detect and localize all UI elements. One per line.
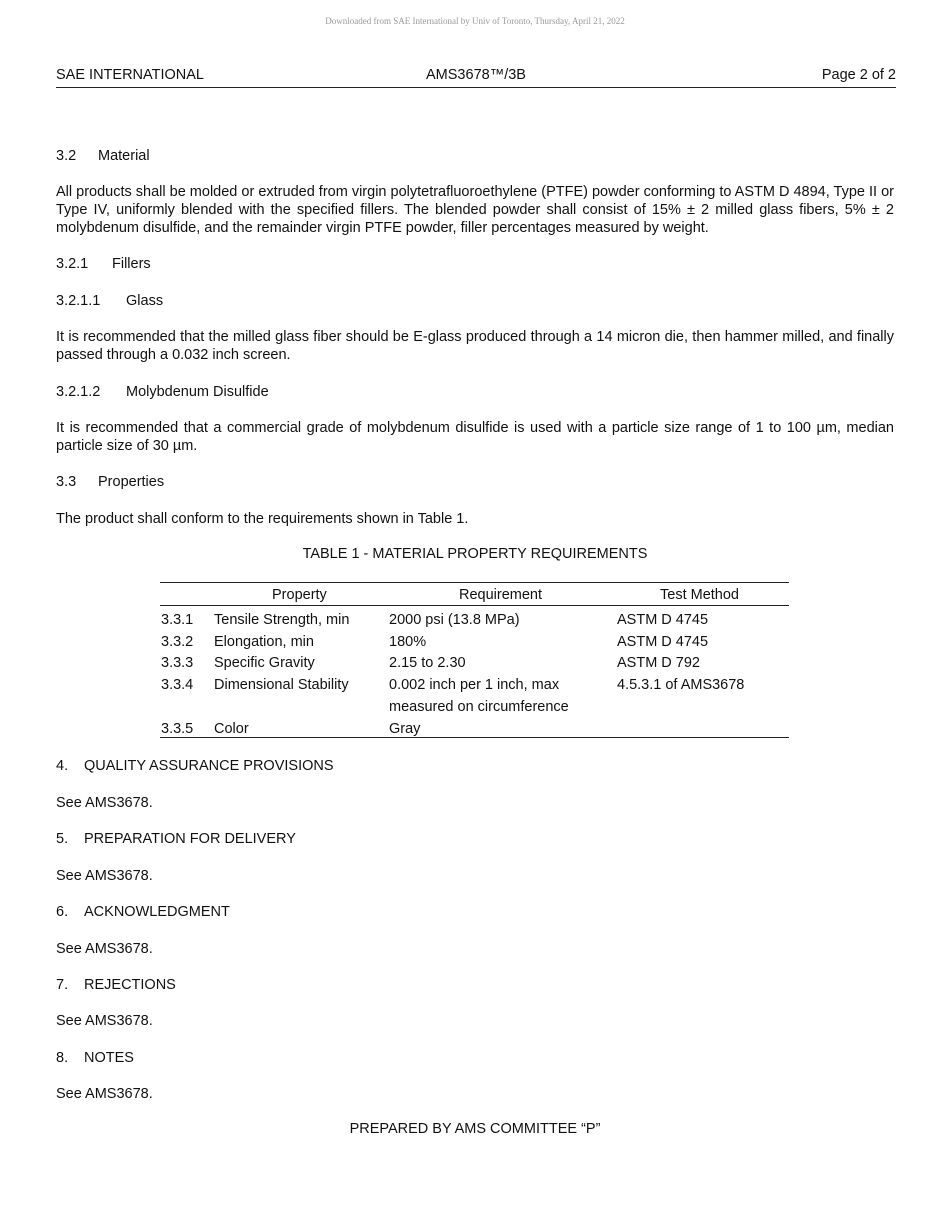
section-title: ACKNOWLEDGMENT (84, 904, 230, 920)
table-cell-requirement: Gray (389, 721, 421, 737)
table-cell-requirement: 2000 psi (13.8 MPa) (389, 612, 520, 628)
table-cell-property: Dimensional Stability (214, 677, 349, 693)
header-page-number: Page 2 of 2 (821, 67, 896, 83)
table-header-test-method: Test Method (660, 587, 739, 603)
table-cell-num: 3.3.1 (161, 612, 194, 628)
download-watermark: Downloaded from SAE International by Univ of Toronto, Thursday, April 21, 2022 (325, 16, 625, 26)
section-heading-6 (56, 903, 230, 921)
section-title: Fillers (112, 256, 151, 272)
section-number: 4. (56, 758, 69, 774)
section-body-3-2-1-1: It is recommended that the milled glass fiber should be E-glass produced through a 14 micron die, then hammer milled, and finally passed through a 0.032 inch screen. (56, 329, 894, 363)
section-heading-3-2 (56, 147, 150, 165)
section-body-4: See AMS3678. (56, 795, 153, 811)
section-body-6: See AMS3678. (56, 941, 153, 957)
table-cell-num: 3.3.3 (161, 655, 194, 671)
prepared-by-committee: PREPARED BY AMS COMMITTEE “P” (349, 1121, 601, 1137)
section-heading-3-2-1-1 (56, 292, 163, 310)
section-heading-5 (56, 830, 296, 848)
header-document-id: AMS3678™/3B (426, 67, 526, 83)
section-body-3-3: The product shall conform to the requirements shown in Table 1. (56, 511, 469, 527)
section-title: Properties (98, 474, 165, 490)
section-number: 3.2.1.1 (56, 293, 101, 309)
section-number: 3.3 (56, 474, 77, 490)
table-cell-num: 3.3.4 (161, 677, 194, 693)
table-cell-num: 3.3.5 (161, 721, 194, 737)
section-number: 5. (56, 831, 69, 847)
section-number: 3.2.1 (56, 256, 89, 272)
section-body-3-2-1-2: It is recommended that a commercial grade of molybdenum disulfide is used with a particle size range of 1 to 100 µm, median particle size of 30 µm. (56, 420, 894, 454)
section-heading-8 (56, 1049, 134, 1067)
section-body-7: See AMS3678. (56, 1013, 153, 1029)
table-cell-method: ASTM D 4745 (617, 634, 709, 650)
table-cell-method: ASTM D 4745 (617, 612, 709, 628)
table-cell-method: 4.5.3.1 of AMS3678 (617, 677, 745, 693)
table-cell-property: Tensile Strength, min (214, 612, 350, 628)
section-number: 3.2.1.2 (56, 384, 101, 400)
table-cell-method: ASTM D 792 (617, 655, 700, 671)
section-body-8: See AMS3678. (56, 1086, 153, 1102)
section-number: 3.2 (56, 148, 77, 164)
header-organization: SAE INTERNATIONAL (56, 67, 204, 83)
table-cell-property: Color (214, 721, 249, 737)
table-cell-requirement: 2.15 to 2.30 (389, 655, 466, 671)
table-cell-requirement: 180% (389, 634, 427, 650)
table-header-rule (160, 605, 789, 606)
table-cell-requirement: 0.002 inch per 1 inch, max (389, 677, 560, 693)
section-heading-7 (56, 976, 176, 994)
table-cell-property: Elongation, min (214, 634, 314, 650)
section-heading-3-2-1 (56, 255, 151, 273)
section-heading-3-2-1-2 (56, 383, 269, 401)
section-title: Glass (126, 293, 164, 309)
section-number: 7. (56, 977, 69, 993)
section-title: QUALITY ASSURANCE PROVISIONS (84, 758, 334, 774)
section-title: REJECTIONS (84, 977, 176, 993)
section-title: NOTES (84, 1050, 134, 1066)
section-title: Molybdenum Disulfide (126, 384, 269, 400)
table-cell-requirement-continued: measured on circumference (389, 699, 569, 715)
table-cell-num: 3.3.2 (161, 634, 194, 650)
table-bottom-rule (160, 737, 789, 738)
section-body-3-2: All products shall be molded or extruded from virgin polytetrafluoroethylene (PTFE) powder conforming to ASTM D 4894, Type II or Type IV, uniformly blended with the specified fillers. The blended powder shall consist of 15% ± 2 milled glass fibers, 5% ± 2 molybdenum disulfide, and the remainder virgin PTFE powder, filler percentages measured by weight. (56, 184, 894, 236)
table-top-rule (160, 582, 789, 583)
section-heading-3-3 (56, 473, 164, 491)
section-body-5: See AMS3678. (56, 868, 153, 884)
section-title: Material (98, 148, 150, 164)
section-title: PREPARATION FOR DELIVERY (84, 831, 296, 847)
section-number: 8. (56, 1050, 69, 1066)
section-heading-4 (56, 757, 334, 775)
table-header-requirement: Requirement (459, 587, 543, 603)
table-header-property: Property (272, 587, 327, 603)
table-cell-property: Specific Gravity (214, 655, 315, 671)
section-number: 6. (56, 904, 69, 920)
table-title: TABLE 1 - MATERIAL PROPERTY REQUIREMENTS (302, 546, 648, 562)
page-header (56, 67, 896, 88)
